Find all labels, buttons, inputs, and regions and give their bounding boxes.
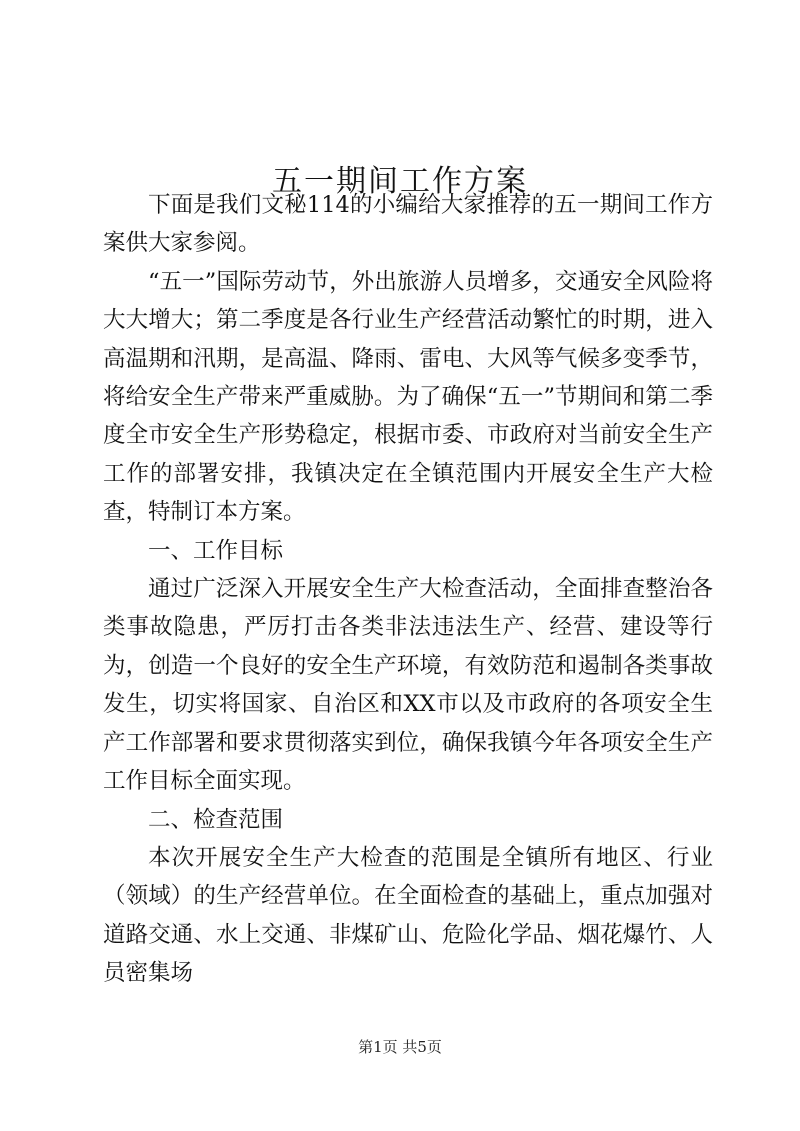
document-body (103, 186, 713, 993)
goals-paragraph: 通过广泛深入开展安全生产大检查活动，全面排查整治各类事故隐患，严厉打击各类非法违法生产、经营、建设等行为，创造一个良好的安全生产环境，有效防范和遏制各类事故发生，切实将国家、自治区和XX市以及市政府的各项安全生产工作部署和要求贯彻落实到位，确保我镇今年各项安全生产工作目标全面实现。 (103, 576, 713, 795)
section-heading-scope: 二、检查范围 (148, 806, 284, 833)
scope-paragraph: 本次开展安全生产大检查的范围是全镇所有地区、行业（领域）的生产经营单位。在全面检查的基础上，重点加强对道路交通、水上交通、非煤矿山、危险化学品、烟花爆竹、人员密集场 (103, 844, 713, 987)
intro-paragraph: 下面是我们文秘114的小编给大家推荐的五一期间工作方案供大家参阅。 (103, 192, 713, 257)
page-number-footer: 第1页 共5页 (358, 1038, 442, 1056)
section-heading-goals: 一、工作目标 (148, 537, 284, 564)
background-paragraph: “五一”国际劳动节，外出旅游人员增多，交通安全风险将大大增大；第二季度是各行业生产经营活动繁忙的时期，进入高温期和汛期，是高温、降雨、雷电、大风等气候多变季节，将给安全生产带来严重威胁。为了确保“五一”节期间和第二季度全市安全生产形势稳定，根据市委、市政府对当前安全生产工作的部署安排，我镇决定在全镇范围内开展安全生产大检查，特制订本方案。 (103, 268, 713, 526)
document-title: 五一期间工作方案 (272, 164, 528, 200)
